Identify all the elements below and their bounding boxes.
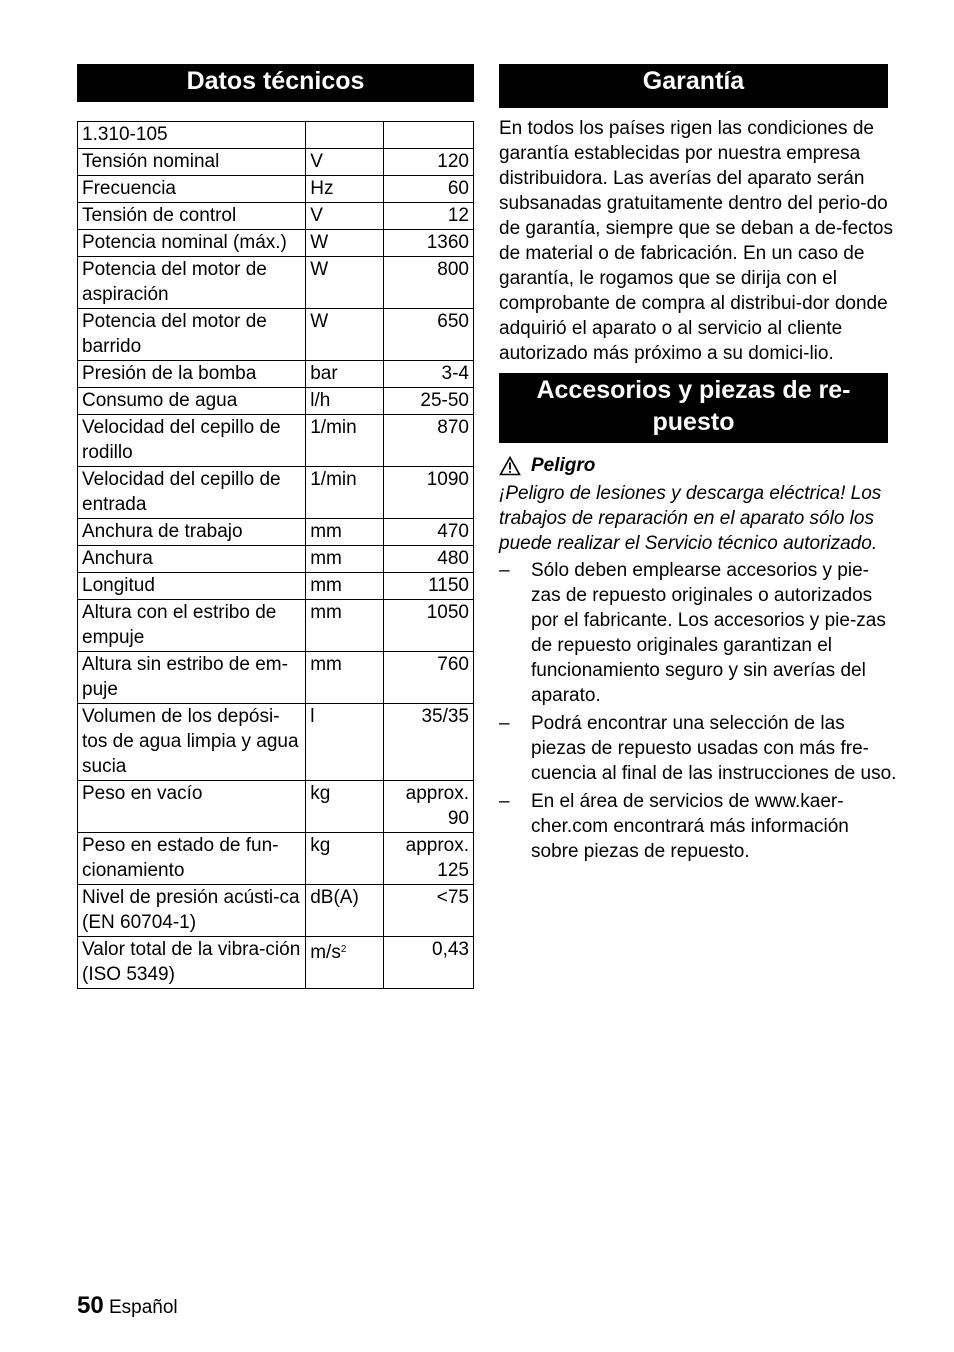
spec-label: Anchura de trabajo bbox=[78, 519, 306, 546]
spec-label: Altura sin estribo de em-puje bbox=[78, 652, 306, 704]
spec-row bbox=[78, 309, 474, 361]
spec-label: Peso en vacío bbox=[78, 781, 306, 833]
spec-unit-text: l/h bbox=[310, 390, 331, 411]
page-number: 50 bbox=[77, 1292, 104, 1319]
spec-unit-text: V bbox=[310, 205, 323, 226]
spec-row bbox=[78, 415, 474, 467]
spec-unit-text: V bbox=[310, 151, 323, 172]
spec-value: 870 bbox=[384, 415, 474, 467]
accessories-list bbox=[499, 558, 897, 864]
spec-label: Potencia del motor de barrido bbox=[78, 309, 306, 361]
spec-unit bbox=[306, 415, 384, 467]
spec-value: 1050 bbox=[384, 600, 474, 652]
spec-unit-text: W bbox=[310, 259, 329, 280]
spec-row bbox=[78, 230, 474, 257]
spec-row bbox=[78, 781, 474, 833]
spec-unit-text: kg bbox=[310, 783, 331, 804]
spec-value: 1150 bbox=[384, 573, 474, 600]
spec-value: 60 bbox=[384, 176, 474, 203]
spec-label: Nivel de presión acústi-ca (EN 60704-1) bbox=[78, 885, 306, 937]
spec-unit-empty bbox=[306, 122, 384, 149]
spec-unit bbox=[306, 573, 384, 600]
spec-row bbox=[78, 937, 474, 989]
list-item-text: En el área de servicios de www.kaer-cher.com encontrará más información sobre piezas de repuesto. bbox=[531, 791, 849, 862]
spec-label: Anchura bbox=[78, 546, 306, 573]
spec-row bbox=[78, 176, 474, 203]
spec-unit-text: dB(A) bbox=[310, 887, 359, 908]
list-dash: – bbox=[499, 713, 510, 734]
spec-unit-text: mm bbox=[310, 602, 342, 623]
spec-unit bbox=[306, 176, 384, 203]
spec-label: Altura con el estribo de empuje bbox=[78, 600, 306, 652]
spec-row bbox=[78, 467, 474, 519]
page-footer bbox=[77, 1291, 178, 1323]
spec-value-empty bbox=[384, 122, 474, 149]
spec-unit bbox=[306, 781, 384, 833]
spec-value: 0,43 bbox=[384, 937, 474, 989]
accessories-heading-line-1: Accesorios y piezas de re- bbox=[536, 376, 851, 404]
spec-unit bbox=[306, 519, 384, 546]
spec-row bbox=[78, 519, 474, 546]
spec-value: 120 bbox=[384, 149, 474, 176]
spec-unit bbox=[306, 467, 384, 519]
footer-language: Español bbox=[108, 1297, 178, 1318]
spec-unit bbox=[306, 600, 384, 652]
spec-value: 480 bbox=[384, 546, 474, 573]
technical-data-heading: Datos técnicos bbox=[77, 64, 474, 102]
accessories-heading-line-2: puesto bbox=[652, 408, 735, 436]
spec-value: 35/35 bbox=[384, 704, 474, 781]
spec-unit bbox=[306, 388, 384, 415]
spec-value: 1360 bbox=[384, 230, 474, 257]
spec-label: Tensión de control bbox=[78, 203, 306, 230]
spec-unit bbox=[306, 885, 384, 937]
spec-unit bbox=[306, 361, 384, 388]
danger-text: ¡Peligro de lesiones y descarga eléctrica! Los trabajos de reparación en el aparato sólo los puede realizar el Servicio técnico autorizado. bbox=[499, 483, 882, 554]
spec-unit-text: Hz bbox=[310, 178, 334, 199]
spec-unit-text: mm bbox=[310, 575, 342, 596]
spec-unit-text: 1/min bbox=[310, 417, 357, 438]
list-item bbox=[499, 711, 897, 786]
spec-label: Volumen de los depósi-tos de agua limpia y agua sucia bbox=[78, 704, 306, 781]
spec-label: Potencia nominal (máx.) bbox=[78, 230, 306, 257]
spec-unit-text: mm bbox=[310, 521, 342, 542]
spec-label: Velocidad del cepillo de rodillo bbox=[78, 415, 306, 467]
spec-row bbox=[78, 652, 474, 704]
spec-unit-text: mm bbox=[310, 654, 342, 675]
spec-unit-text: W bbox=[310, 311, 329, 332]
list-dash: – bbox=[499, 560, 510, 581]
spec-unit bbox=[306, 833, 384, 885]
spec-unit-text: kg bbox=[310, 835, 331, 856]
spec-row-model bbox=[78, 122, 474, 149]
spec-row bbox=[78, 885, 474, 937]
spec-value: <75 bbox=[384, 885, 474, 937]
warning-triangle-icon bbox=[499, 456, 521, 476]
spec-value: approx. 125 bbox=[384, 833, 474, 885]
spec-unit-text: l bbox=[310, 706, 315, 727]
spec-unit bbox=[306, 704, 384, 781]
spec-label: Velocidad del cepillo de entrada bbox=[78, 467, 306, 519]
spec-unit-text: W bbox=[310, 232, 329, 253]
spec-unit-text: m/s bbox=[310, 942, 341, 963]
warranty-text: En todos los países rigen las condiciones de garantía establecidas por nuestra empresa distribuidora. Las averías del aparato serán subsanadas gratuitamente dentro del perio-do de garantía, siempre que se deban a de-fectos de material o de fabricación. En un caso de garantía, le rogamos que se dirija con el comprobante de compra al distribui-dor donde adquirió el aparato o al servicio al cliente autorizado más próximo a su domici-lio. bbox=[499, 118, 893, 364]
spec-value: 760 bbox=[384, 652, 474, 704]
spec-unit bbox=[306, 257, 384, 309]
spec-row bbox=[78, 600, 474, 652]
spec-label: Presión de la bomba bbox=[78, 361, 306, 388]
spec-value: 12 bbox=[384, 203, 474, 230]
spec-table bbox=[77, 121, 474, 989]
spec-row bbox=[78, 203, 474, 230]
spec-row bbox=[78, 388, 474, 415]
spec-label: Peso en estado de fun-cionamiento bbox=[78, 833, 306, 885]
spec-label: Frecuencia bbox=[78, 176, 306, 203]
spec-unit-superscript: 2 bbox=[340, 944, 347, 955]
accessories-heading bbox=[499, 373, 888, 443]
spec-table-body bbox=[78, 122, 474, 989]
spec-value: approx. 90 bbox=[384, 781, 474, 833]
spec-unit-text: mm bbox=[310, 548, 342, 569]
spec-value: 800 bbox=[384, 257, 474, 309]
spec-row bbox=[78, 257, 474, 309]
spec-row bbox=[78, 833, 474, 885]
spec-unit bbox=[306, 149, 384, 176]
list-dash: – bbox=[499, 791, 510, 812]
list-item-text: Sólo deben emplearse accesorios y pie-zas de repuesto originales o autorizados por el fabricante. Los accesorios y pie-zas de repuesto originales garantizan el funcionamiento seguro y sin averías del aparato. bbox=[531, 560, 886, 706]
spec-value: 1090 bbox=[384, 467, 474, 519]
spec-label: Tensión nominal bbox=[78, 149, 306, 176]
spec-row bbox=[78, 149, 474, 176]
warranty-heading: Garantía bbox=[499, 64, 888, 108]
spec-unit bbox=[306, 203, 384, 230]
spec-unit bbox=[306, 230, 384, 257]
spec-value: 650 bbox=[384, 309, 474, 361]
list-item-text: Podrá encontrar una selección de las piezas de repuesto usadas con más fre-cuencia al final de las instrucciones de uso. bbox=[531, 713, 897, 784]
spec-value: 3-4 bbox=[384, 361, 474, 388]
spec-row bbox=[78, 573, 474, 600]
spec-unit-text: 1/min bbox=[310, 469, 357, 490]
spec-unit bbox=[306, 652, 384, 704]
spec-unit-text: bar bbox=[310, 363, 338, 384]
technical-data-column bbox=[77, 64, 474, 989]
right-column bbox=[499, 64, 897, 867]
spec-value: 25-50 bbox=[384, 388, 474, 415]
spec-row bbox=[78, 704, 474, 781]
spec-unit bbox=[306, 937, 384, 989]
spec-label: Potencia del motor de aspiración bbox=[78, 257, 306, 309]
danger-label: Peligro bbox=[531, 455, 596, 476]
spec-row bbox=[78, 361, 474, 388]
spec-row bbox=[78, 546, 474, 573]
spec-label: Longitud bbox=[78, 573, 306, 600]
spec-label: Valor total de la vibra-ción (ISO 5349) bbox=[78, 937, 306, 989]
spec-unit bbox=[306, 546, 384, 573]
danger-notice bbox=[499, 453, 897, 478]
list-item bbox=[499, 789, 897, 864]
spec-unit bbox=[306, 309, 384, 361]
model-number: 1.310-105 bbox=[78, 122, 306, 149]
spec-value: 470 bbox=[384, 519, 474, 546]
spec-label: Consumo de agua bbox=[78, 388, 306, 415]
list-item bbox=[499, 558, 897, 708]
